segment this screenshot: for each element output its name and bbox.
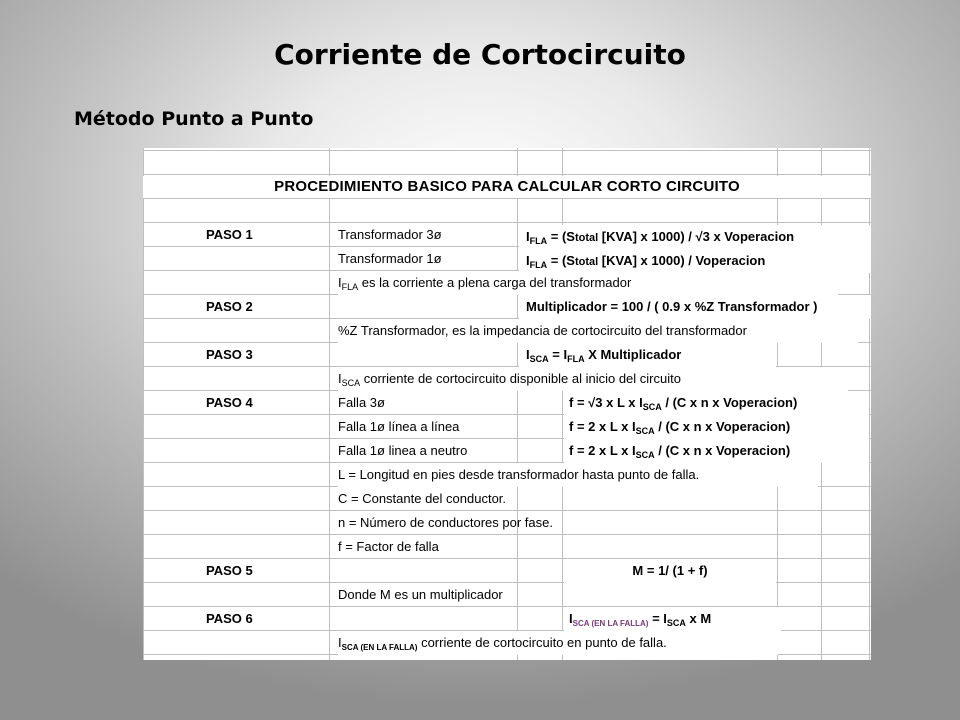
table-heading-row (143, 176, 871, 198)
row-text: n = Número de conductores por fase. (338, 515, 553, 530)
step-label: PASO 5 (206, 563, 253, 578)
row-text: L = Longitud en pies desde transformador hasta punto de falla. (338, 463, 818, 487)
table-row (143, 247, 871, 271)
table-row (143, 391, 871, 415)
formula: f = 2 x L x $I_{SCA} / (C$ x n x Voperacion) (564, 415, 869, 439)
slide-title: Corriente de Cortocircuito (274, 38, 686, 71)
procedure-table (143, 148, 871, 660)
row-text: f = Factor de falla (338, 539, 439, 554)
row-text: $I_{FLA}$ es la corriente a plena carga del transformador (338, 271, 838, 295)
table-row (143, 463, 871, 487)
table-row (143, 631, 871, 655)
formula: $I_{SCA} = I_{FLA}$ X Multiplicador (519, 343, 776, 367)
step-label: PASO 2 (206, 299, 253, 314)
table-row (143, 607, 871, 631)
table-row (143, 511, 871, 535)
slide-subtitle: Método Punto a Punto (74, 108, 314, 130)
row-text: Falla 1ø linea a neutro (338, 443, 468, 458)
step-label: PASO 4 (206, 395, 253, 410)
table-row (143, 535, 871, 559)
formula: $I_{SCA (EN LA FALLA)} = I_{SCA}$ x M (564, 607, 781, 631)
table-row (143, 415, 871, 439)
table-row (143, 271, 871, 295)
formula: f = √3 x L x $I_{SCA} / (C$ x n x Voperacion) (564, 391, 869, 415)
table-row (143, 559, 871, 583)
table-row (143, 319, 871, 343)
formula: Multiplicador = 100 / ( 0.9 x %Z Transformador ) (519, 295, 871, 319)
table-row (143, 295, 871, 319)
row-text: Falla 3ø (338, 395, 385, 410)
row-text: C = Constante del conductor. (338, 491, 507, 506)
step-label: PASO 6 (206, 611, 253, 626)
table-heading: PROCEDIMIENTO BASICO PARA CALCULAR CORTO CIRCUITO (274, 178, 740, 195)
row-text: Transformador 1ø (338, 251, 442, 266)
row-text: Falla 1ø línea a línea (338, 419, 460, 434)
row-text: %Z Transformador, es la impedancia de cortocircuito del transformador (338, 319, 858, 343)
table-row (143, 439, 871, 463)
grid-line (143, 174, 871, 175)
formula: $I_{FLA}$ = (Stotal [KVA] x 1000) / √3 x Voperacion (519, 225, 871, 249)
formula: M = 1/ (1 + f) (564, 559, 776, 583)
row-text: $I_{SCA}$ corriente de cortocircuito disponible al inicio del circuito (338, 367, 848, 391)
formula: f = 2 x L x $I_{SCA} / (C$ x n x Voperacion) (564, 439, 869, 463)
grid-line (143, 198, 871, 199)
table-row (143, 343, 871, 367)
row-text: Donde M es un multiplicador (338, 587, 503, 602)
table-row (143, 487, 871, 511)
step-label: PASO 1 (206, 227, 253, 242)
grid-line (143, 150, 871, 151)
table-row (143, 583, 871, 607)
table-row (143, 223, 871, 247)
formula: $I_{FLA}$ = (Stotal [KVA] x 1000) / Voperacion (519, 249, 871, 273)
row-text: $I_{SCA (EN LA FALLA)}$ corriente de cortocircuito en punto de falla. (338, 631, 778, 655)
table-row (143, 367, 871, 391)
step-label: PASO 3 (206, 347, 253, 362)
row-text: Transformador 3ø (338, 227, 442, 242)
